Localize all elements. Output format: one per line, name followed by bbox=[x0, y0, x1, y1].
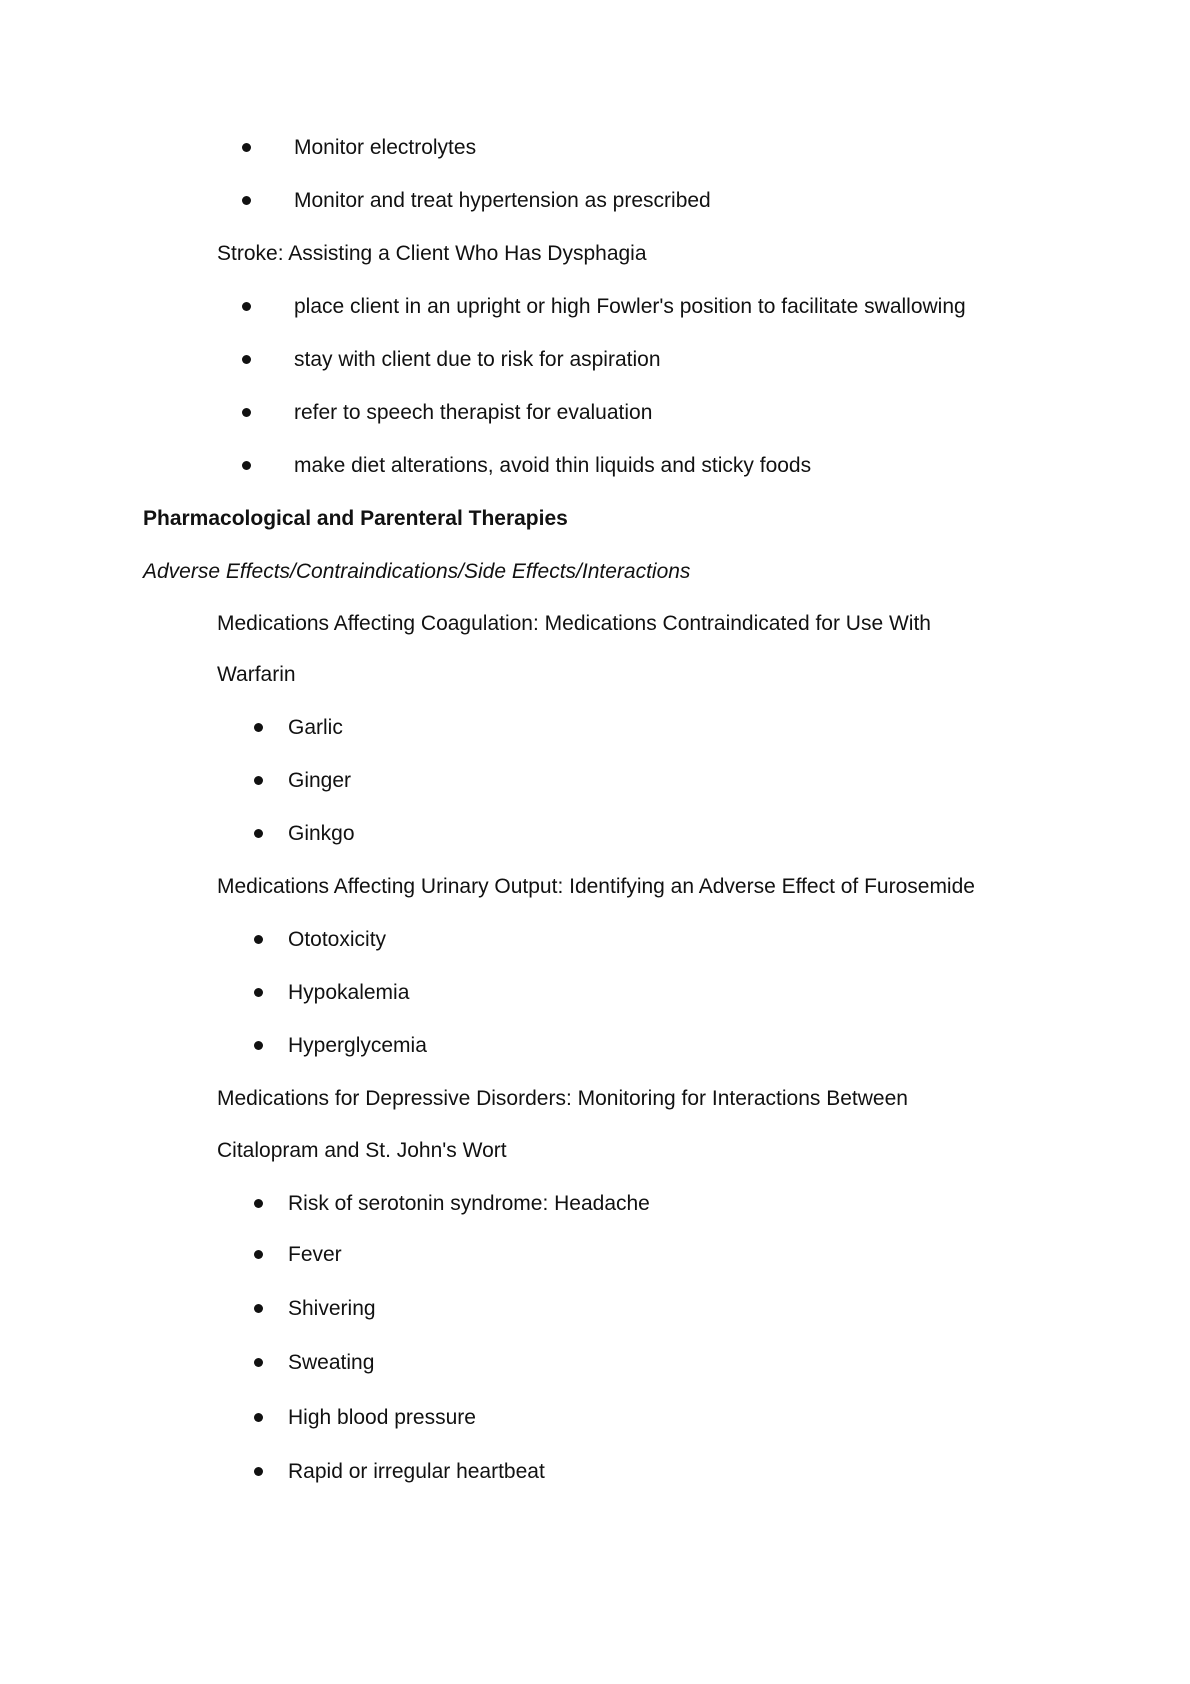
bullet-icon bbox=[254, 723, 263, 732]
list-item: make diet alterations, avoid thin liquids and sticky foods bbox=[294, 454, 812, 477]
topic-title-coagulation-line1: Medications Affecting Coagulation: Medications Contraindicated for Use With bbox=[217, 612, 931, 635]
topic-title-depressive-line1: Medications for Depressive Disorders: Monitoring for Interactions Between bbox=[217, 1087, 908, 1110]
list-item: Fever bbox=[288, 1243, 342, 1266]
bullet-icon bbox=[254, 1250, 263, 1259]
list-item: Monitor electrolytes bbox=[294, 136, 477, 159]
list-item: refer to speech therapist for evaluation bbox=[294, 401, 653, 424]
bullet-icon bbox=[254, 1467, 263, 1476]
section-title-stroke: Stroke: Assisting a Client Who Has Dysphagia bbox=[217, 242, 647, 265]
list-item: Ginkgo bbox=[288, 822, 355, 845]
list-item: High blood pressure bbox=[288, 1406, 476, 1429]
section-subheading: Adverse Effects/Contraindications/Side Effects/Interactions bbox=[143, 560, 691, 583]
topic-title-depressive-line2: Citalopram and St. John's Wort bbox=[217, 1139, 507, 1162]
bullet-icon bbox=[254, 1199, 263, 1208]
bullet-icon bbox=[242, 355, 251, 364]
list-item: stay with client due to risk for aspiration bbox=[294, 348, 661, 371]
list-item: Sweating bbox=[288, 1351, 375, 1374]
bullet-icon bbox=[242, 408, 251, 417]
list-item: Hyperglycemia bbox=[288, 1034, 427, 1057]
list-item: Hypokalemia bbox=[288, 981, 410, 1004]
list-item: Shivering bbox=[288, 1297, 376, 1320]
bullet-icon bbox=[254, 935, 263, 944]
section-heading: Pharmacological and Parenteral Therapies bbox=[143, 507, 568, 530]
bullet-icon bbox=[242, 461, 251, 470]
list-item: Ototoxicity bbox=[288, 928, 387, 951]
bullet-icon bbox=[254, 1358, 263, 1367]
list-item: Ginger bbox=[288, 769, 352, 792]
list-item: Garlic bbox=[288, 716, 343, 739]
bullet-icon bbox=[242, 302, 251, 311]
bullet-icon bbox=[254, 1304, 263, 1313]
bullet-icon bbox=[254, 776, 263, 785]
list-item: Monitor and treat hypertension as prescribed bbox=[294, 189, 711, 212]
bullet-icon bbox=[242, 196, 251, 205]
list-item: Rapid or irregular heartbeat bbox=[288, 1460, 545, 1483]
bullet-icon bbox=[242, 143, 251, 152]
bullet-icon bbox=[254, 988, 263, 997]
bullet-icon bbox=[254, 1413, 263, 1422]
list-item: Risk of serotonin syndrome: Headache bbox=[288, 1192, 650, 1215]
topic-title-urinary: Medications Affecting Urinary Output: Identifying an Adverse Effect of Furosemide bbox=[217, 875, 975, 898]
bullet-icon bbox=[254, 1041, 263, 1050]
list-item: place client in an upright or high Fowler's position to facilitate swallowing bbox=[294, 295, 966, 318]
bullet-icon bbox=[254, 829, 263, 838]
topic-title-coagulation-line2: Warfarin bbox=[217, 663, 296, 686]
